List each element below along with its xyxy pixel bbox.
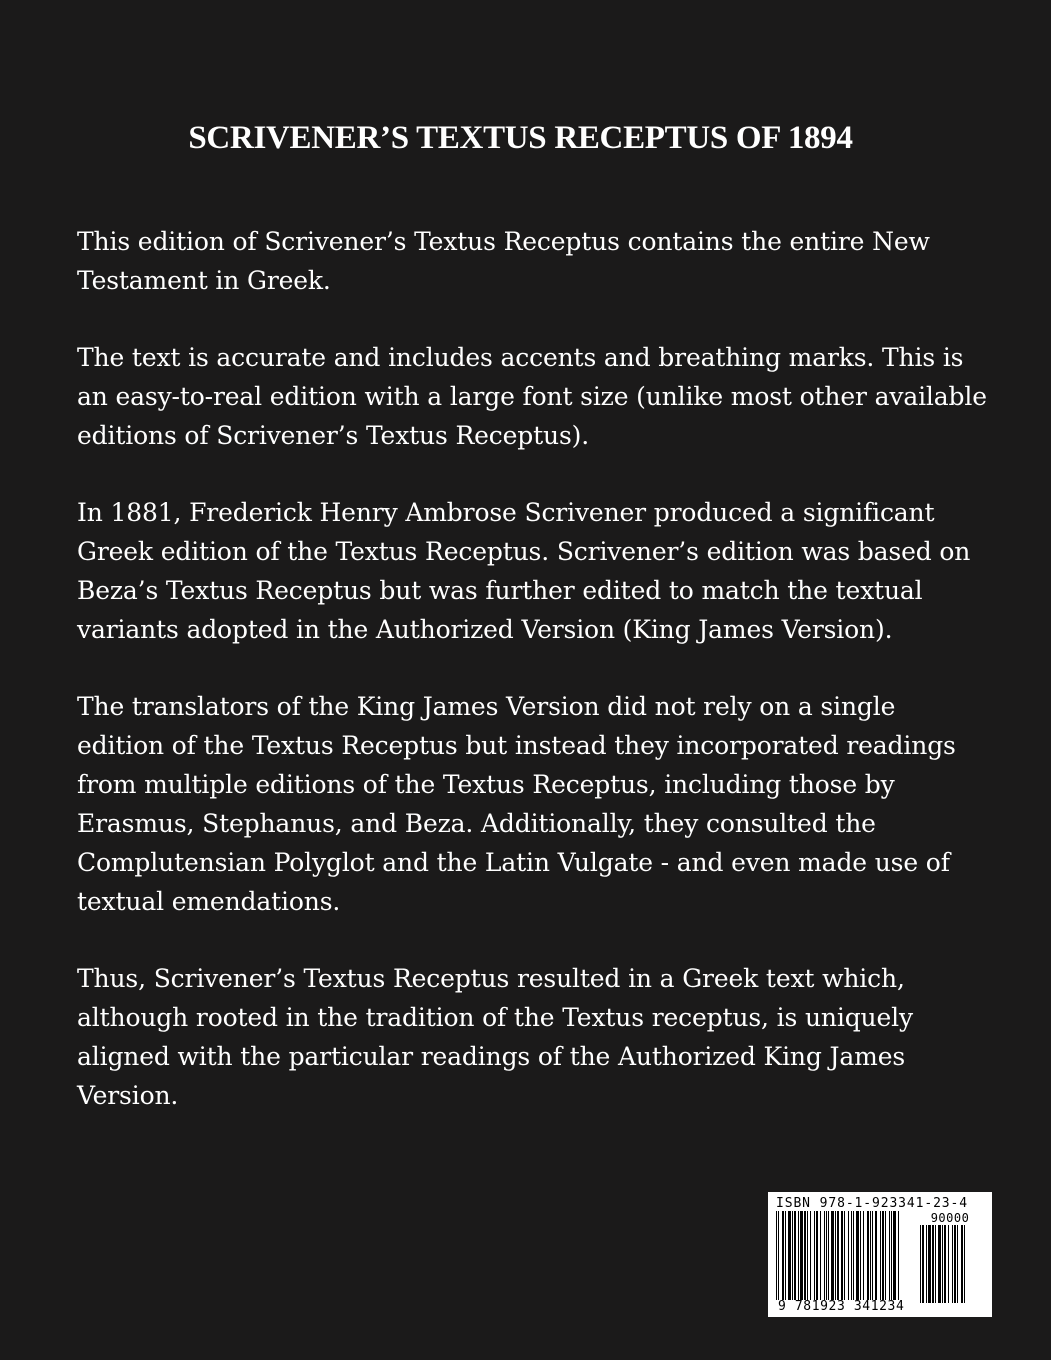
isbn-barcode bbox=[768, 1192, 992, 1317]
ean-number: 9 781923 341234 bbox=[778, 1299, 905, 1314]
addon-number: 90000 bbox=[930, 1211, 970, 1225]
barcode-addon-bars-icon bbox=[920, 1225, 980, 1311]
paragraph-conclusion: Thus, Scrivener’s Textus Receptus resulted in a Greek text which, although rooted in the tradition of the Textus receptus, is uniquely aligned with the particular readings of the Authorized King James Version. bbox=[77, 964, 913, 1110]
book-title: SCRIVENER’S TEXTUS RECEPTUS OF 1894 bbox=[188, 120, 853, 156]
paragraph-translators: The translators of the King James Version did not rely on a single edition of the Textus Receptus but instead they incorporated readings from multiple editions of the Textus Receptus, including those by Erasmus, Stephanus, and Beza. Additionally, they consulted the Complutensian Polyglot and the Latin Vulgate - and even made use of textual emendations. bbox=[77, 692, 956, 916]
paragraph-intro: This edition of Scrivener’s Textus Receptus contains the entire New Testament in Greek. bbox=[77, 227, 930, 295]
isbn-label: ISBN 978-1-923341-23-4 bbox=[776, 1196, 968, 1211]
paragraph-history: In 1881, Frederick Henry Ambrose Scrivener produced a significant Greek edition of the Textus Receptus. Scrivener’s edition was based on Beza’s Textus Receptus but was further edited to match the textual variants adopted in the Authorized Version (King James Version). bbox=[77, 498, 971, 644]
barcode-addon bbox=[920, 1211, 980, 1311]
back-cover-description bbox=[77, 222, 987, 1153]
paragraph-accuracy: The text is accurate and includes accents and breathing marks. This is an easy-to-real edition with a large font size (unlike most other available editions of Scrivener’s Textus Receptus). bbox=[77, 343, 987, 450]
barcode-bars-icon bbox=[776, 1211, 914, 1309]
